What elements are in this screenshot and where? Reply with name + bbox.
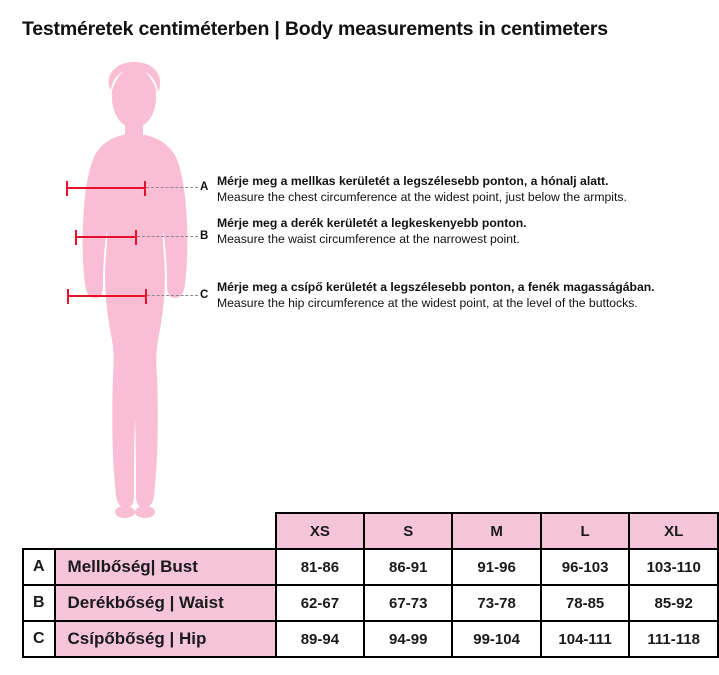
table-row [23, 585, 718, 621]
size-header-xl: XL [629, 513, 718, 549]
waist-xl-value: 85-92 [629, 585, 718, 621]
table-header-row [23, 513, 718, 549]
size-header-l: L [541, 513, 630, 549]
marker-letter-b: B [200, 230, 209, 242]
hip-xl-value: 111-118 [629, 621, 718, 657]
size-header-xs: XS [276, 513, 364, 549]
bust-leader [146, 187, 198, 188]
hip-cap-right [145, 289, 147, 304]
description-bust-hu: Mérje meg a mellkas kerületét a legszélesebb ponton, a hónalj alatt. [217, 174, 609, 188]
row-label-hip: Csípőbőség | Hip [55, 621, 276, 657]
description-hip-en: Measure the hip circumference at the widest point, at the level of the buttocks. [217, 295, 638, 310]
description-hip-hu: Mérje meg a csípő kerületét a legszélesebb ponton, a fenék magasságában. [217, 280, 655, 294]
bust-cap-right [144, 181, 146, 196]
bust-cap-left [66, 181, 68, 196]
row-letter-b: B [23, 585, 55, 621]
description-hip [217, 280, 655, 311]
waist-leader [137, 236, 198, 237]
description-waist-hu: Mérje meg a derék kerületét a legkeskenyebb ponton. [217, 216, 527, 230]
hip-xs-value: 89-94 [276, 621, 364, 657]
hip-l-value: 104-111 [541, 621, 630, 657]
marker-letter-c: C [200, 289, 209, 301]
waist-m-value: 73-78 [452, 585, 540, 621]
waist-s-value: 67-73 [364, 585, 452, 621]
description-bust-en: Measure the chest circumference at the widest point, just below the armpits. [217, 189, 627, 204]
table-corner-label [55, 513, 276, 549]
marker-letter-a: A [200, 181, 209, 193]
bust-m-value: 91-96 [452, 549, 540, 585]
page-title: Testméretek centiméterben | Body measurements in centimeters [22, 18, 608, 40]
bust-line [66, 187, 146, 189]
waist-l-value: 78-85 [541, 585, 630, 621]
description-bust [217, 174, 627, 205]
hip-leader [147, 295, 198, 296]
hip-line [67, 295, 147, 297]
waist-cap-right [135, 230, 137, 245]
row-label-waist: Derékbőség | Waist [55, 585, 276, 621]
bust-s-value: 86-91 [364, 549, 452, 585]
bust-xl-value: 103-110 [629, 549, 718, 585]
hip-s-value: 94-99 [364, 621, 452, 657]
table-row [23, 549, 718, 585]
size-header-m: M [452, 513, 540, 549]
size-header-s: S [364, 513, 452, 549]
bust-l-value: 96-103 [541, 549, 630, 585]
description-waist [217, 216, 527, 247]
waist-line [75, 236, 137, 238]
table-corner-letter [23, 513, 55, 549]
description-waist-en: Measure the waist circumference at the narrowest point. [217, 231, 520, 246]
row-label-bust: Mellbőség| Bust [55, 549, 276, 585]
waist-cap-left [75, 230, 77, 245]
row-letter-c: C [23, 621, 55, 657]
size-table [22, 512, 719, 658]
hip-cap-left [67, 289, 69, 304]
table-row [23, 621, 718, 657]
waist-xs-value: 62-67 [276, 585, 364, 621]
row-letter-a: A [23, 549, 55, 585]
hip-m-value: 99-104 [452, 621, 540, 657]
bust-xs-value: 81-86 [276, 549, 364, 585]
